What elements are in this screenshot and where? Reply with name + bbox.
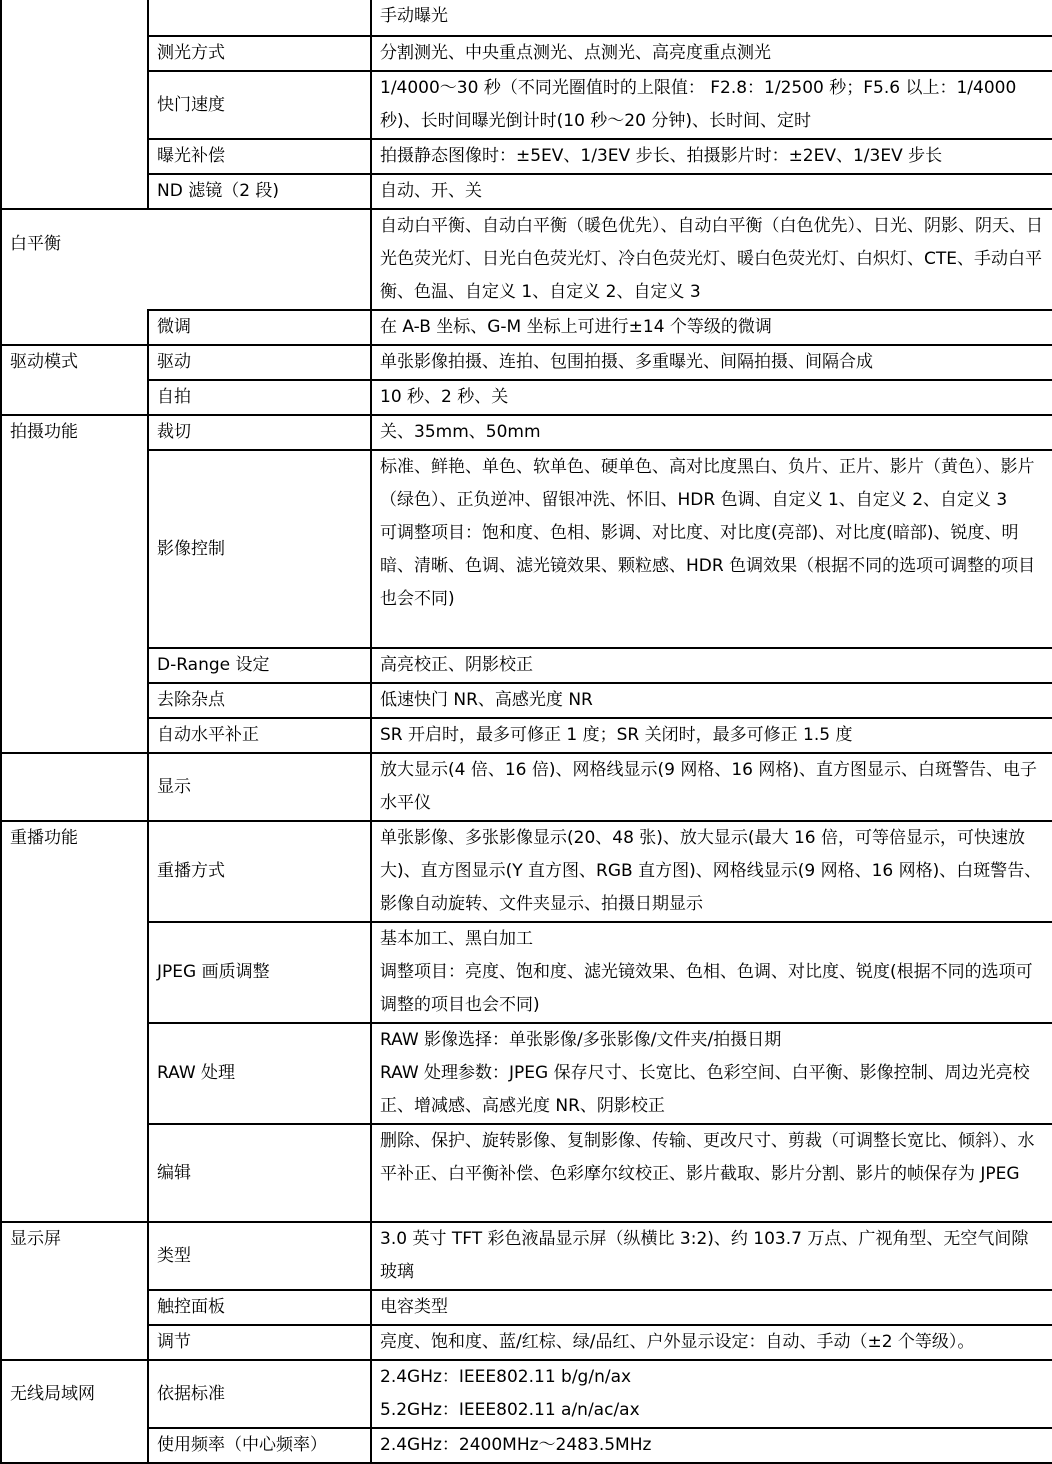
table-row xyxy=(1,922,1052,1023)
item-cell: 调节 xyxy=(148,1325,371,1360)
item-cell xyxy=(148,209,371,310)
item-cell: 裁切 xyxy=(148,415,371,450)
item-cell: 影像控制 xyxy=(148,450,371,648)
detail-cell: 拍摄静态图像时：±5EV、1/3EV 步长、拍摄影片时：±2EV、1/3EV 步长 xyxy=(371,139,1052,174)
item-cell: D-Range 设定 xyxy=(148,648,371,683)
table-row xyxy=(1,209,1052,310)
detail-cell: 自动、开、关 xyxy=(371,174,1052,209)
detail-cell: 2.4GHz：IEEE802.11 b/g/n/ax 5.2GHz：IEEE802.11 a/n/ac/ax xyxy=(371,1360,1052,1428)
table-row xyxy=(1,1023,1052,1124)
table-row xyxy=(1,1325,1052,1360)
detail-cell: 标准、鲜艳、单色、软单色、硬单色、高对比度黑白、负片、正片、影片（黄色）、影片（绿色）、正负逆冲、留银冲洗、怀旧、HDR 色调、自定义 1、自定义 2、自定义 3 可调整项目：饱和度、色相、影调、对比度、对比度(亮部)、对比度(暗部)、锐度、明暗、清晰、色调、滤光镜效果、颗粒感、HDR 色调效果（根据不同的选项可调整的项目也会不同) xyxy=(371,450,1052,648)
item-cell: 自动水平补正 xyxy=(148,718,371,753)
detail-cell: 高亮校正、阴影校正 xyxy=(371,648,1052,683)
item-cell: 测光方式 xyxy=(148,36,371,71)
table-row xyxy=(1,71,1052,139)
detail-cell: 单张影像拍摄、连拍、包围拍摄、多重曝光、间隔拍摄、间隔合成 xyxy=(371,345,1052,380)
table-row xyxy=(1,0,1052,36)
detail-cell: 亮度、饱和度、蓝/红棕、绿/品红、户外显示设定：自动、手动（±2 个等级）。 xyxy=(371,1325,1052,1360)
detail-cell: 放大显示(4 倍、16 倍)、网格线显示(9 网格、16 网格)、直方图显示、白斑警告、电子水平仪 xyxy=(371,753,1052,821)
detail-cell: RAW 影像选择：单张影像/多张影像/文件夹/拍摄日期 RAW 处理参数：JPEG 保存尺寸、长宽比、色彩空间、白平衡、影像控制、周边光亮校正、增减感、高感光度 NR、阴影校正 xyxy=(371,1023,1052,1124)
table-row xyxy=(1,753,1052,821)
table-row xyxy=(1,380,1052,415)
table-row xyxy=(1,174,1052,209)
item-cell xyxy=(148,0,371,36)
item-cell: 自拍 xyxy=(148,380,371,415)
table-row xyxy=(1,648,1052,683)
table-row xyxy=(1,310,1052,345)
detail-cell: 1/4000～30 秒（不同光圈值时的上限值： F2.8：1/2500 秒；F5.6 以上：1/4000 秒)、长时间曝光倒计时(10 秒～20 分钟)、长时间、定时 xyxy=(371,71,1052,139)
table-row xyxy=(1,1290,1052,1325)
table-row xyxy=(1,683,1052,718)
category-cell xyxy=(1,0,148,209)
category-cell xyxy=(1,753,148,821)
item-cell: 微调 xyxy=(148,310,371,345)
table-row xyxy=(1,345,1052,380)
detail-cell: 2.4GHz：2400MHz～2483.5MHz xyxy=(371,1428,1052,1463)
detail-cell: 基本加工、黑白加工 调整项目：亮度、饱和度、滤光镜效果、色相、色调、对比度、锐度(根据不同的选项可调整的项目也会不同) xyxy=(371,922,1052,1023)
item-cell: 驱动 xyxy=(148,345,371,380)
category-cell: 无线局域网 xyxy=(1,1360,148,1463)
detail-cell: 电容类型 xyxy=(371,1290,1052,1325)
category-cell: 驱动模式 xyxy=(1,345,148,415)
detail-cell: 单张影像、多张影像显示(20、48 张)、放大显示(最大 16 倍，可等倍显示，可快速放大)、直方图显示(Y 直方图、RGB 直方图)、网格线显示(9 网格、16 网格)、白斑警告、影像自动旋转、文件夹显示、拍摄日期显示 xyxy=(371,821,1052,922)
detail-cell: 删除、保护、旋转影像、复制影像、传输、更改尺寸、剪裁（可调整长宽比、倾斜）、水平补正、白平衡补偿、色彩摩尔纹校正、影片截取、影片分割、影片的帧保存为 JPEG xyxy=(371,1124,1052,1222)
table-row xyxy=(1,139,1052,174)
table-row xyxy=(1,415,1052,450)
item-cell: 触控面板 xyxy=(148,1290,371,1325)
detail-cell: 在 A-B 坐标、G-M 坐标上可进行±14 个等级的微调 xyxy=(371,310,1052,345)
table-row xyxy=(1,718,1052,753)
item-cell: 快门速度 xyxy=(148,71,371,139)
category-cell: 拍摄功能 xyxy=(1,415,148,753)
item-cell: 重播方式 xyxy=(148,821,371,922)
detail-cell: 手动曝光 xyxy=(371,0,1052,36)
table-row xyxy=(1,1222,1052,1290)
category-cell: 重播功能 xyxy=(1,821,148,1222)
detail-cell: 分割测光、中央重点测光、点测光、高亮度重点测光 xyxy=(371,36,1052,71)
detail-cell: SR 开启时，最多可修正 1 度；SR 关闭时，最多可修正 1.5 度 xyxy=(371,718,1052,753)
item-cell: 使用频率（中心频率） xyxy=(148,1428,371,1463)
category-cell: 白平衡 xyxy=(1,209,148,345)
item-cell: 类型 xyxy=(148,1222,371,1290)
detail-cell: 3.0 英寸 TFT 彩色液晶显示屏（纵横比 3:2)、约 103.7 万点、广视角型、无空气间隙玻璃 xyxy=(371,1222,1052,1290)
detail-cell: 关、35mm、50mm xyxy=(371,415,1052,450)
table-row xyxy=(1,1428,1052,1463)
item-cell: 编辑 xyxy=(148,1124,371,1222)
table-row xyxy=(1,36,1052,71)
detail-cell: 10 秒、2 秒、关 xyxy=(371,380,1052,415)
detail-cell: 低速快门 NR、高感光度 NR xyxy=(371,683,1052,718)
item-cell: 去除杂点 xyxy=(148,683,371,718)
category-cell: 显示屏 xyxy=(1,1222,148,1360)
detail-cell: 自动白平衡、自动白平衡（暖色优先）、自动白平衡（白色优先）、日光、阴影、阴天、日光色荧光灯、日光白色荧光灯、冷白色荧光灯、暖白色荧光灯、白炽灯、CTE、手动白平衡、色温、自定义 1、自定义 2、自定义 3 xyxy=(371,209,1052,310)
table-row xyxy=(1,1360,1052,1428)
item-cell: JPEG 画质调整 xyxy=(148,922,371,1023)
item-cell: 曝光补偿 xyxy=(148,139,371,174)
table-row xyxy=(1,450,1052,648)
table-row xyxy=(1,1124,1052,1222)
item-cell: ND 滤镜（2 段) xyxy=(148,174,371,209)
table-row xyxy=(1,821,1052,922)
item-cell: 显示 xyxy=(148,753,371,821)
item-cell: 依据标准 xyxy=(148,1360,371,1428)
item-cell: RAW 处理 xyxy=(148,1023,371,1124)
